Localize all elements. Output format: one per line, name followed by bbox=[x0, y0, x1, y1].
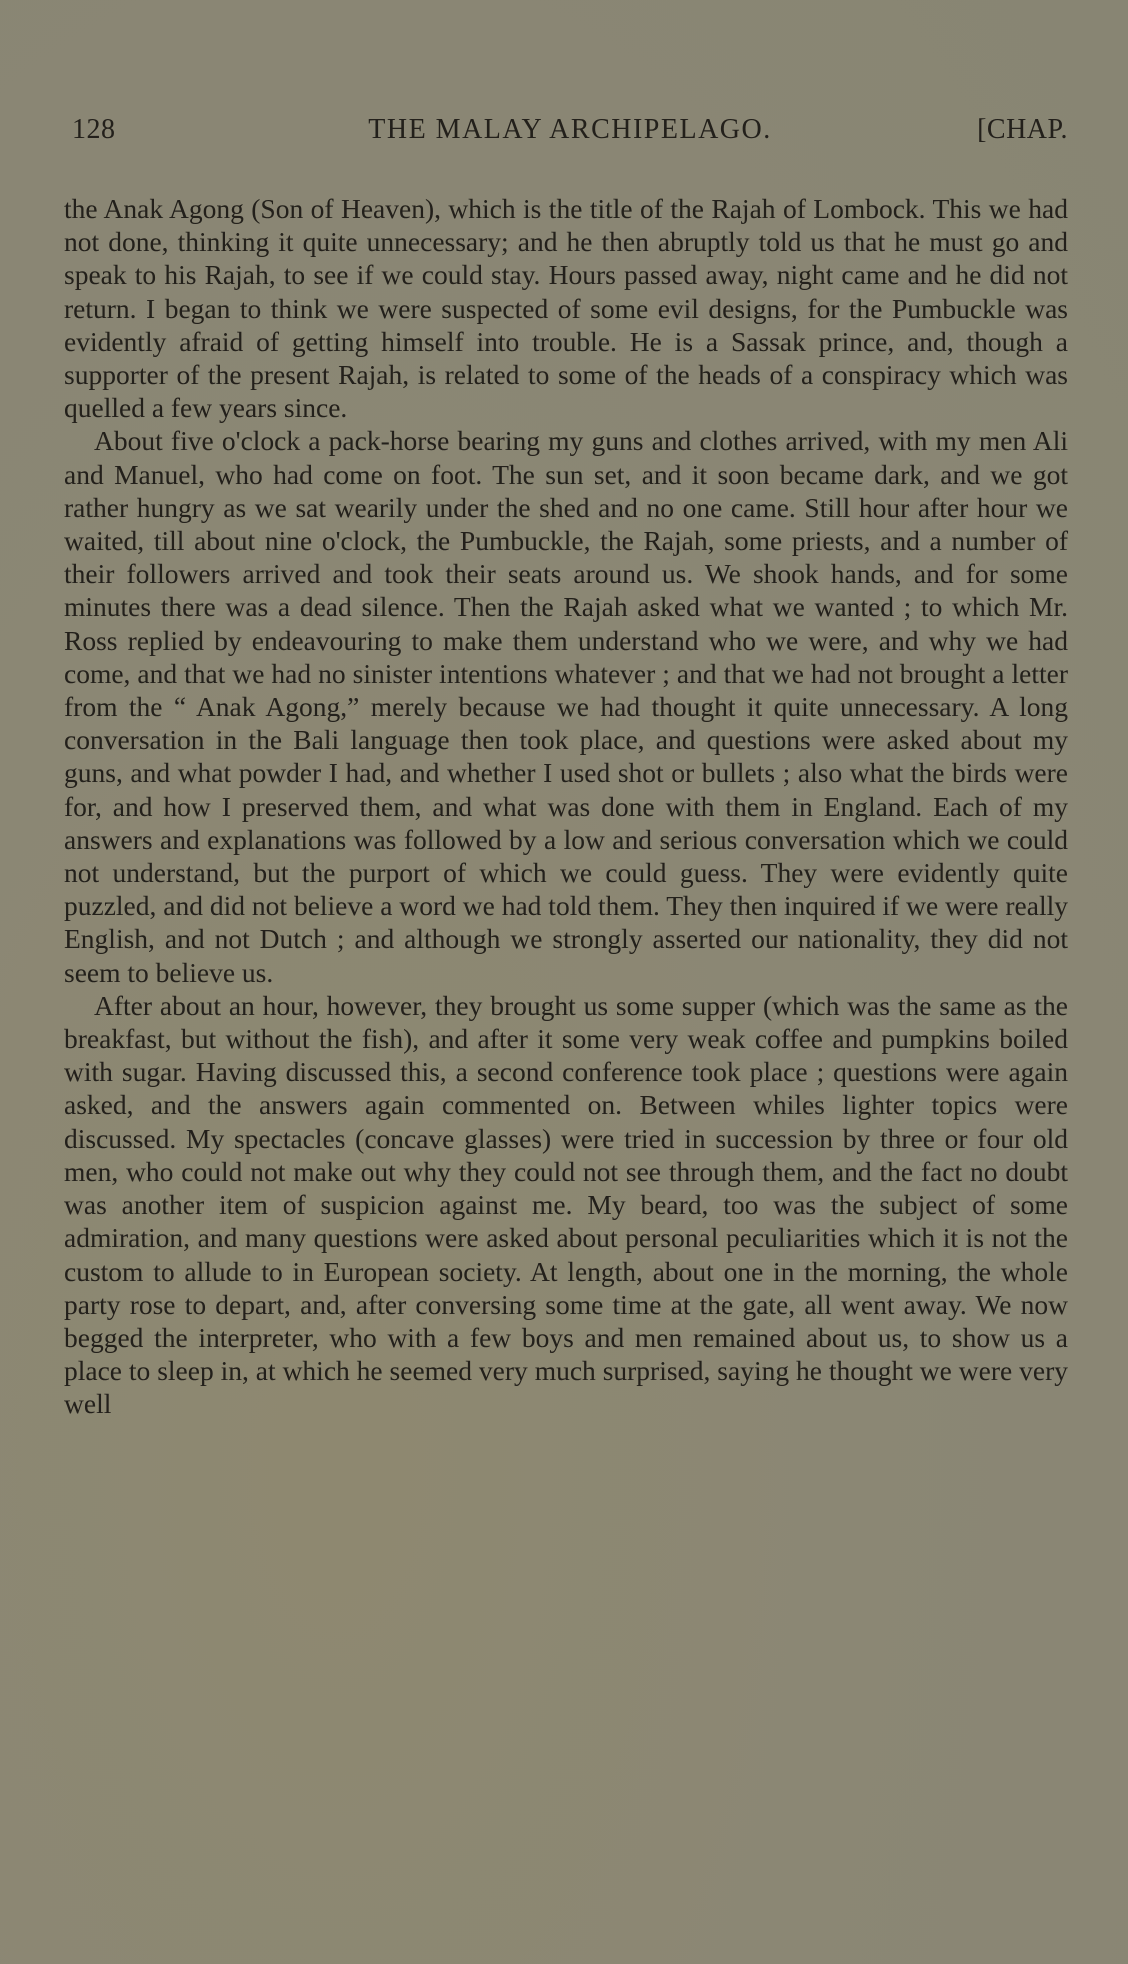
paragraph-3: After about an hour, however, they brought us some supper (which was the same as the breakfast, but without the fish), and after it some very weak coffee and pumpkins boiled with sugar. Having discussed this, a second conference took place ; questions were again asked, and the answers again commented on. Between whiles lighter topics were discussed. My spectacles (concave glasses) were tried in succession by three or four old men, who could not make out why they could not see through them, and the fact no doubt was another item of suspicion against me. My beard, too was the subject of some admiration, and many questions were asked about personal peculiarities which it is not the custom to allude to in European society. At length, about one in the morning, the whole party rose to depart, and, after conversing some time at the gate, all went away. We now begged the interpreter, who with a few boys and men remained about us, to show us a place to sleep in, at which he seemed very much surprised, saying he thought we were very well bbox=[64, 989, 1068, 1420]
body-text bbox=[64, 192, 1068, 1421]
running-title: THE MALAY ARCHIPELAGO. bbox=[368, 114, 772, 145]
paragraph-2: About five o'clock a pack-horse bearing my guns and clothes arrived, with my men Ali and Manuel, who had come on foot. The sun set, and it soon became dark, and we got rather hungry as we sat wearily under the shed and no one came. Still hour after hour we waited, till about nine o'clock, the Pumbuckle, the Rajah, some priests, and a number of their followers arrived and took their seats around us. We shook hands, and for some minutes there was a dead silence. Then the Rajah asked what we wanted ; to which Mr. Ross replied by endeavouring to make them understand who we were, and why we had come, and that we had no sinister intentions whatever ; and that we had not brought a letter from the “ Anak Agong,” merely because we had thought it quite unnecessary. A long conversation in the Bali language then took place, and questions were asked about my guns, and what powder I had, and whether I used shot or bullets ; also what the birds were for, and how I preserved them, and what was done with them in England. Each of my answers and explanations was followed by a low and serious conversation which we could not understand, but the purport of which we could guess. They were evidently quite puzzled, and did not believe a word we had told them. They then inquired if we were really English, and not Dutch ; and although we strongly asserted our nationality, they did not seem to believe us. bbox=[64, 425, 1068, 988]
paragraph-1: the Anak Agong (Son of Heaven), which is the title of the Rajah of Lombock. This we had not done, thinking it quite unnecessary; and he then abruptly told us that he must go and speak to his Rajah, to see if we could stay. Hours passed away, night came and he did not return. I began to think we were suspected of some evil designs, for the Pumbuckle was evidently afraid of getting himself into trouble. He is a Sassak prince, and, though a supporter of the present Rajah, is related to some of the heads of a conspiracy which was quelled a few years since. bbox=[64, 193, 1068, 424]
page-header bbox=[72, 114, 1068, 154]
page-number: 128 bbox=[72, 114, 116, 145]
chapter-mark: [CHAP. bbox=[977, 114, 1068, 145]
